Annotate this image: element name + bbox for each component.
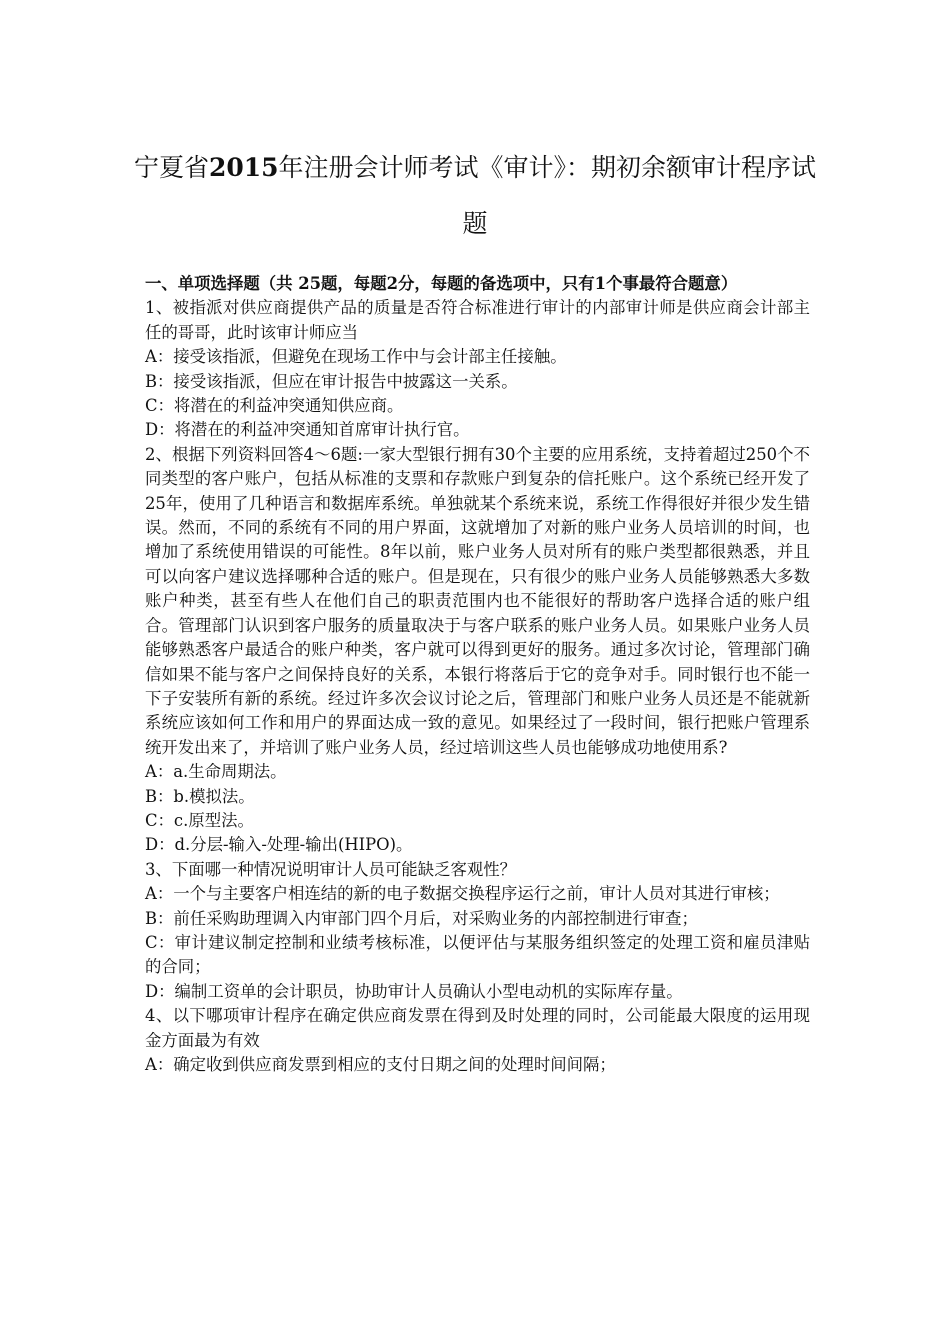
document-body	[145, 272, 810, 1077]
question-3-option-d: D：编制工资单的会计职员，协助审计人员确认小型电动机的实际库存量。	[145, 981, 683, 1001]
question-2-option-b: B：b.模拟法。	[145, 786, 255, 806]
question-4-stem: 4、以下哪项审计程序在确定供应商发票在得到及时处理的同时，公司能最大限度的运用现金方面最为有效	[145, 1006, 810, 1050]
question-1-option-c: C：将潜在的利益冲突通知供应商。	[145, 396, 404, 416]
title-year: 2015	[208, 153, 279, 182]
question-1-option-d: D：将潜在的利益冲突通知首席审计执行官。	[145, 420, 470, 440]
section-heading: 一、单项选择题（共 25题，每题2分，每题的备选项中，只有1个事最符合题意）	[145, 274, 738, 293]
question-4-option-a: A：确定收到供应商发票到相应的支付日期之间的处理时间间隔；	[145, 1055, 616, 1074]
question-2-option-d: D：d.分层-输入-处理-输出(HIPO)。	[145, 835, 413, 855]
question-3-option-a: A：一个与主要客户相连结的新的电子数据交换程序运行之前，审计人员对其进行审核；	[145, 884, 780, 904]
question-3-stem: 3、下面哪一种情况说明审计人员可能缺乏客观性？	[145, 859, 517, 879]
question-2-stem: 2、根据下列资料回答4～6题:一家大型银行拥有30个主要的应用系统，支持着超过250个不同类型的客户账户，包括从标准的支票和存款账户到复杂的信托账户。这个系统已经开发了25年，使用了几种语言和数据库系统。单独就某个系统来说，系统工作得很好并很少发生错误。然而，不同的系统有不同的用户界面，这就增加了对新的账户业务人员培训的时间，也增加了系统使用错误的可能性。8年以前，账户业务人员对所有的账户类型都很熟悉，并且可以向客户建议选择哪种合适的账户。但是现在，只有很少的账户业务人员能够熟悉大多数账户种类，甚至有些人在他们自己的职责范围内也不能很好的帮助客户选择合适的账户组合。管理部门认识到客户服务的质量取决于与客户联系的账户业务人员。如果账户业务人员能够熟悉客户最适合的账户种类，客户就可以得到更好的服务。通过多次讨论，管理部门确信如果不能与客户之间保持良好的关系，本银行将落后于它的竞争对手。同时银行也不能一下子安装所有新的系统。经过许多次会议讨论之后，管理部门和账户业务人员还是不能就新系统应该如何工作和用户的界面达成一致的意见。如果经过了一段时间，银行把账户管理系统开发出来了，并培训了账户业务人员，经过培训这些人员也能够成功地使用系?	[145, 444, 810, 757]
title-prefix: 宁夏省	[133, 153, 209, 182]
question-2-option-a: A：a.生命周期法。	[145, 762, 287, 782]
question-1-stem: 1、被指派对供应商提供产品的质量是否符合标准进行审计的内部审计师是供应商会计部主任的哥哥，此时该审计师应当	[145, 298, 810, 342]
question-3-option-b: B：前任采购助理调入内审部门四个月后，对采购业务的内部控制进行审查；	[145, 908, 698, 928]
document-title	[130, 140, 820, 252]
question-2-option-c: C：c.原型法。	[145, 810, 254, 830]
question-1-option-b: B：接受该指派，但应在审计报告中披露这一关系。	[145, 371, 518, 391]
question-3-option-c: C：审计建议制定控制和业绩考核标准，以便评估与某服务组织签定的处理工资和雇员津贴的合同；	[145, 932, 810, 977]
title-suffix: 年注册会计师考试《审计》：期初余额审计程序试题	[278, 153, 817, 238]
question-1-option-a: A：接受该指派，但避免在现场工作中与会计部主任接触。	[145, 347, 567, 367]
